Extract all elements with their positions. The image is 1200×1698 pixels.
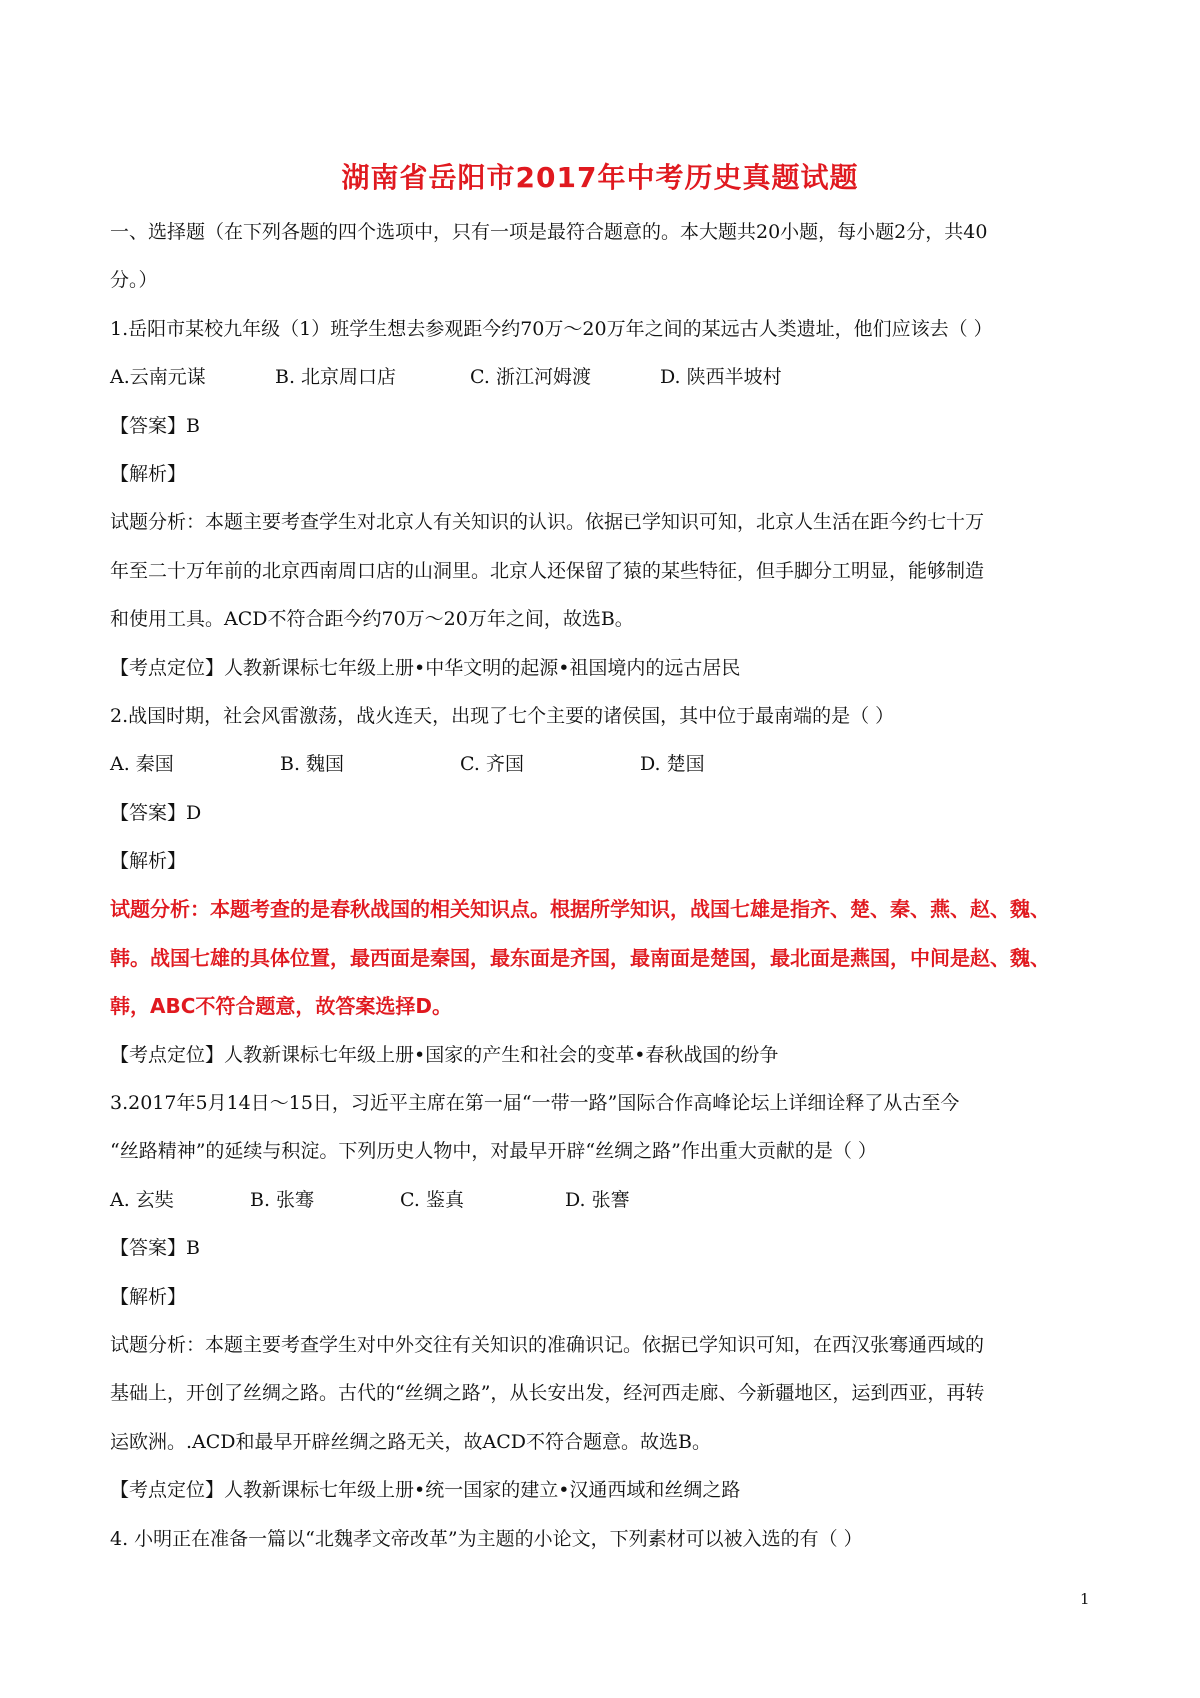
q3-option-d: D. 张謇 <box>565 1188 630 1211</box>
q1-option-a: A.云南元谋 <box>110 366 206 389</box>
q1-analysis-label: 【解析】 <box>110 462 187 485</box>
exam-content <box>110 217 1110 1572</box>
q1-analysis-line-2: 年至二十万年前的北京西南周口店的山洞里。北京人还保留了猿的某些特征，但手脚分工明显，能够制造 <box>110 559 985 582</box>
q3-stem-line-1: 3.2017年5月14日～15日，习近平主席在第一届“一带一路”国际合作高峰论坛上详细诠释了从古至今 <box>110 1092 960 1115</box>
q2-option-d: D. 楚国 <box>640 753 705 776</box>
q1-options <box>110 362 1110 410</box>
q1-option-d: D. 陕西半坡村 <box>660 366 782 389</box>
q3-answer: 【答案】B <box>110 1237 200 1260</box>
q1-option-b: B. 北京周口店 <box>275 366 397 389</box>
q2-options <box>110 749 1110 797</box>
q3-analysis-line-1: 试题分析：本题主要考查学生对中外交往有关知识的准确识记。依据已学知识可知，在西汉张骞通西域的 <box>110 1333 985 1356</box>
q3-option-b: B. 张骞 <box>250 1188 315 1211</box>
section-header-line-1: 一、选择题（在下列各题的四个选项中，只有一项是最符合题意的。本大题共20小题，每小题2分，共40 <box>110 221 988 243</box>
q2-analysis-label: 【解析】 <box>110 850 187 873</box>
q1-answer: 【答案】B <box>110 414 200 437</box>
q3-point: 【考点定位】人教新课标七年级上册•统一国家的建立•汉通西域和丝绸之路 <box>110 1479 741 1502</box>
section-header-line-2: 分。） <box>110 269 158 292</box>
q2-analysis-line-3: 韩，ABC不符合题意，故答案选择D。 <box>110 994 453 1019</box>
q2-option-b: B. 魏国 <box>280 753 345 776</box>
page-number: 1 <box>1080 1590 1090 1608</box>
q3-analysis-label: 【解析】 <box>110 1285 187 1308</box>
q3-analysis-line-2: 基础上，开创了丝绸之路。古代的“丝绸之路”，从长安出发，经河西走廊、今新疆地区，运到西亚，再转 <box>110 1382 985 1405</box>
q2-stem: 2.战国时期，社会风雷激荡，战火连天，出现了七个主要的诸侯国，其中位于最南端的是（ ） <box>110 704 895 727</box>
q4-stem: 4. 小明正在准备一篇以“北魏孝文帝改革”为主题的小论文，下列素材可以被入选的有（ ） <box>110 1527 863 1550</box>
q1-point: 【考点定位】人教新课标七年级上册•中华文明的起源•祖国境内的远古居民 <box>110 656 741 679</box>
q3-analysis-line-3: 运欧洲。.ACD和最早开辟丝绸之路无关，故ACD不符合题意。故选B。 <box>110 1430 711 1453</box>
q1-analysis-line-3: 和使用工具。ACD不符合距今约70万～20万年之间，故选B。 <box>110 608 634 631</box>
q2-point: 【考点定位】人教新课标七年级上册•国家的产生和社会的变革•春秋战国的纷争 <box>110 1043 779 1066</box>
q2-option-a: A. 秦国 <box>110 753 174 776</box>
q2-option-c: C. 齐国 <box>460 753 524 776</box>
q1-analysis-line-1: 试题分析：本题主要考查学生对北京人有关知识的认识。依据已学知识可知，北京人生活在距今约七十万 <box>110 511 985 534</box>
q2-analysis-line-2: 韩。战国七雄的具体位置，最西面是秦国，最东面是齐国，最南面是楚国，最北面是燕国，中间是赵、魏、 <box>110 945 1050 970</box>
q2-answer: 【答案】D <box>110 801 202 824</box>
q3-option-c: C. 鉴真 <box>400 1188 464 1211</box>
q3-options <box>110 1185 1110 1233</box>
q2-analysis-line-1: 试题分析：本题考查的是春秋战国的相关知识点。根据所学知识，战国七雄是指齐、楚、秦、燕、赵、魏、 <box>110 897 1050 922</box>
q3-option-a: A. 玄奘 <box>110 1188 174 1211</box>
q1-stem: 1.岳阳市某校九年级（1）班学生想去参观距今约70万～20万年之间的某远古人类遗址，他们应该去（ ） <box>110 317 993 340</box>
q3-stem-line-2: “丝路精神”的延续与积淀。下列历史人物中，对最早开辟“丝绸之路”作出重大贡献的是（ ） <box>110 1140 877 1163</box>
q1-option-c: C. 浙江河姆渡 <box>470 366 591 389</box>
page-title: 湖南省岳阳市2017年中考历史真题试题 <box>341 161 859 194</box>
